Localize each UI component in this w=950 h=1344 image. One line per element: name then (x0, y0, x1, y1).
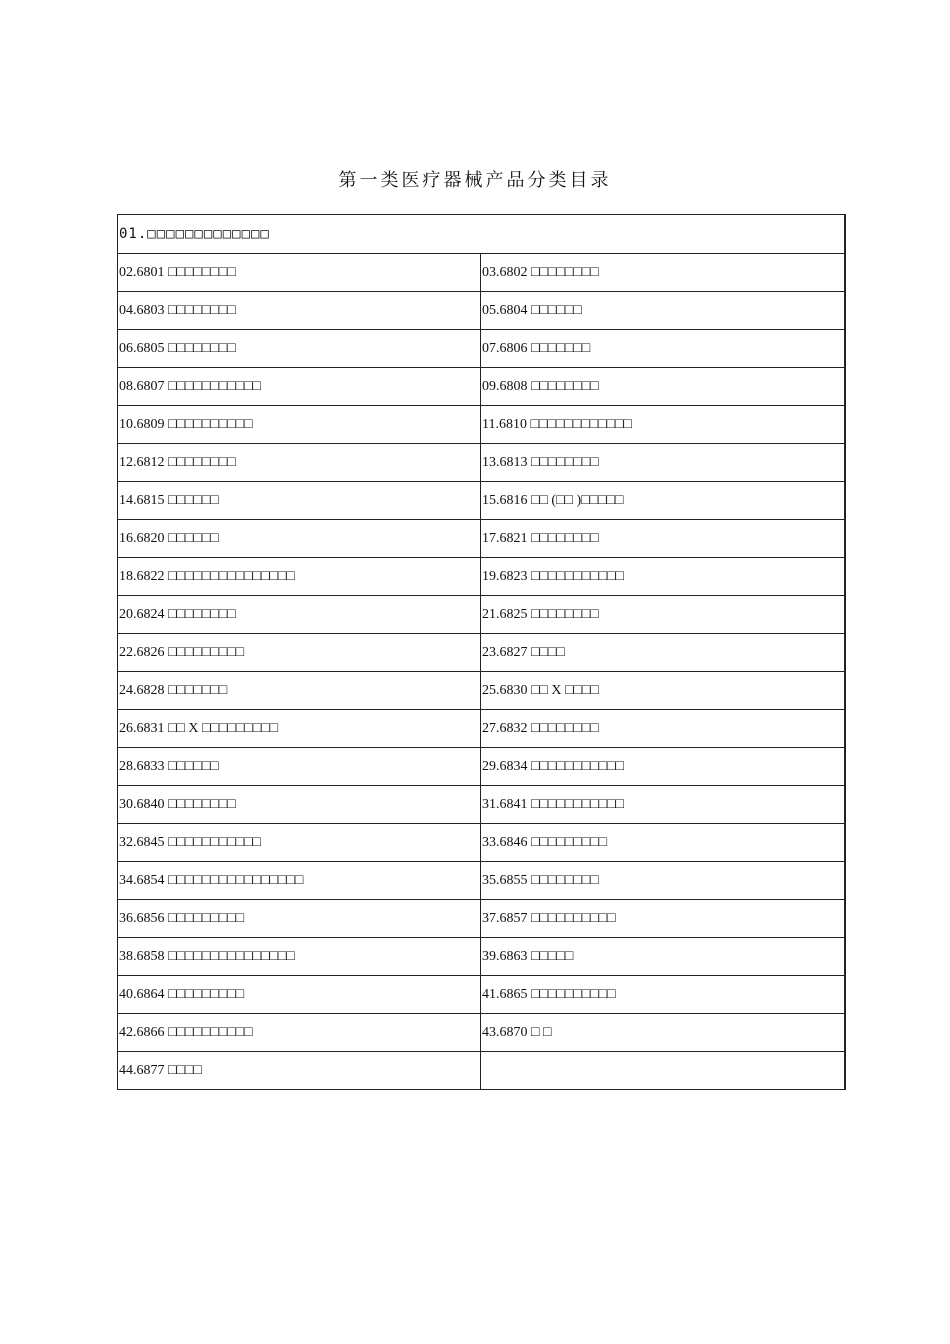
category-cell-right: 35.6855 □□□□□□□□ (481, 862, 845, 900)
category-cell-right: 19.6823 □□□□□□□□□□□ (481, 558, 845, 596)
table-row (118, 824, 845, 862)
category-cell-right: 03.6802 □□□□□□□□ (481, 254, 845, 292)
category-cell-left: 18.6822 □□□□□□□□□□□□□□□ (118, 558, 481, 596)
category-cell-right: 09.6808 □□□□□□□□ (481, 368, 845, 406)
category-cell-right: 11.6810 □□□□□□□□□□□□ (481, 406, 845, 444)
table-row (118, 862, 845, 900)
category-cell-left: 16.6820 □□□□□□ (118, 520, 481, 558)
category-cell-left: 30.6840 □□□□□□□□ (118, 786, 481, 824)
category-cell-right: 29.6834 □□□□□□□□□□□ (481, 748, 845, 786)
category-cell-right: 13.6813 □□□□□□□□ (481, 444, 845, 482)
table-row (118, 786, 845, 824)
category-cell-left: 26.6831 □□ X □□□□□□□□□ (118, 710, 481, 748)
category-cell-right: 37.6857 □□□□□□□□□□ (481, 900, 845, 938)
table-row (118, 406, 845, 444)
category-cell-left: 22.6826 □□□□□□□□□ (118, 634, 481, 672)
table-row (118, 482, 845, 520)
page-title: 第一类医疗器械产品分类目录 (338, 170, 612, 190)
category-cell-left: 04.6803 □□□□□□□□ (118, 292, 481, 330)
category-cell-left: 44.6877 □□□□ (118, 1052, 481, 1090)
table-row (118, 710, 845, 748)
category-cell-right: 05.6804 □□□□□□ (481, 292, 845, 330)
table-row (118, 368, 845, 406)
category-cell-left: 40.6864 □□□□□□□□□ (118, 976, 481, 1014)
category-cell-left: 38.6858 □□□□□□□□□□□□□□□ (118, 938, 481, 976)
category-cell-left: 36.6856 □□□□□□□□□ (118, 900, 481, 938)
table-row (118, 1052, 845, 1090)
header-cell: 01.□□□□□□□□□□□□□ (118, 215, 845, 254)
category-cell-right: 31.6841 □□□□□□□□□□□ (481, 786, 845, 824)
category-cell-right: 17.6821 □□□□□□□□ (481, 520, 845, 558)
category-cell-left: 10.6809 □□□□□□□□□□ (118, 406, 481, 444)
table-row (118, 596, 845, 634)
category-cell-left: 42.6866 □□□□□□□□□□ (118, 1014, 481, 1052)
category-cell-left: 08.6807 □□□□□□□□□□□ (118, 368, 481, 406)
table-row (118, 976, 845, 1014)
table-row (118, 254, 845, 292)
table-row (118, 520, 845, 558)
catalog-table (117, 214, 846, 1090)
category-cell-left: 20.6824 □□□□□□□□ (118, 596, 481, 634)
category-cell-left: 24.6828 □□□□□□□ (118, 672, 481, 710)
table-row (118, 938, 845, 976)
category-cell-left: 14.6815 □□□□□□ (118, 482, 481, 520)
category-cell-right: 23.6827 □□□□ (481, 634, 845, 672)
category-cell-right: 27.6832 □□□□□□□□ (481, 710, 845, 748)
category-cell-left: 12.6812 □□□□□□□□ (118, 444, 481, 482)
table-row (118, 634, 845, 672)
category-cell-right: 41.6865 □□□□□□□□□□ (481, 976, 845, 1014)
category-cell-right: 25.6830 □□ X □□□□ (481, 672, 845, 710)
table-header-row (118, 215, 845, 254)
table-row (118, 672, 845, 710)
category-cell-right: 33.6846 □□□□□□□□□ (481, 824, 845, 862)
category-cell-right: 43.6870 □ □ (481, 1014, 845, 1052)
category-cell-right: 15.6816 □□ (□□ )□□□□□ (481, 482, 845, 520)
category-cell-right (481, 1052, 845, 1090)
category-cell-left: 28.6833 □□□□□□ (118, 748, 481, 786)
category-cell-right: 21.6825 □□□□□□□□ (481, 596, 845, 634)
category-cell-left: 02.6801 □□□□□□□□ (118, 254, 481, 292)
category-cell-left: 06.6805 □□□□□□□□ (118, 330, 481, 368)
category-cell-left: 32.6845 □□□□□□□□□□□ (118, 824, 481, 862)
table-row (118, 900, 845, 938)
table-row (118, 444, 845, 482)
catalog-table-body (118, 215, 845, 1090)
category-cell-right: 39.6863 □□□□□ (481, 938, 845, 976)
category-cell-right: 07.6806 □□□□□□□ (481, 330, 845, 368)
table-row (118, 330, 845, 368)
table-row (118, 558, 845, 596)
table-row (118, 1014, 845, 1052)
category-cell-left: 34.6854 □□□□□□□□□□□□□□□□ (118, 862, 481, 900)
table-row (118, 292, 845, 330)
table-row (118, 748, 845, 786)
